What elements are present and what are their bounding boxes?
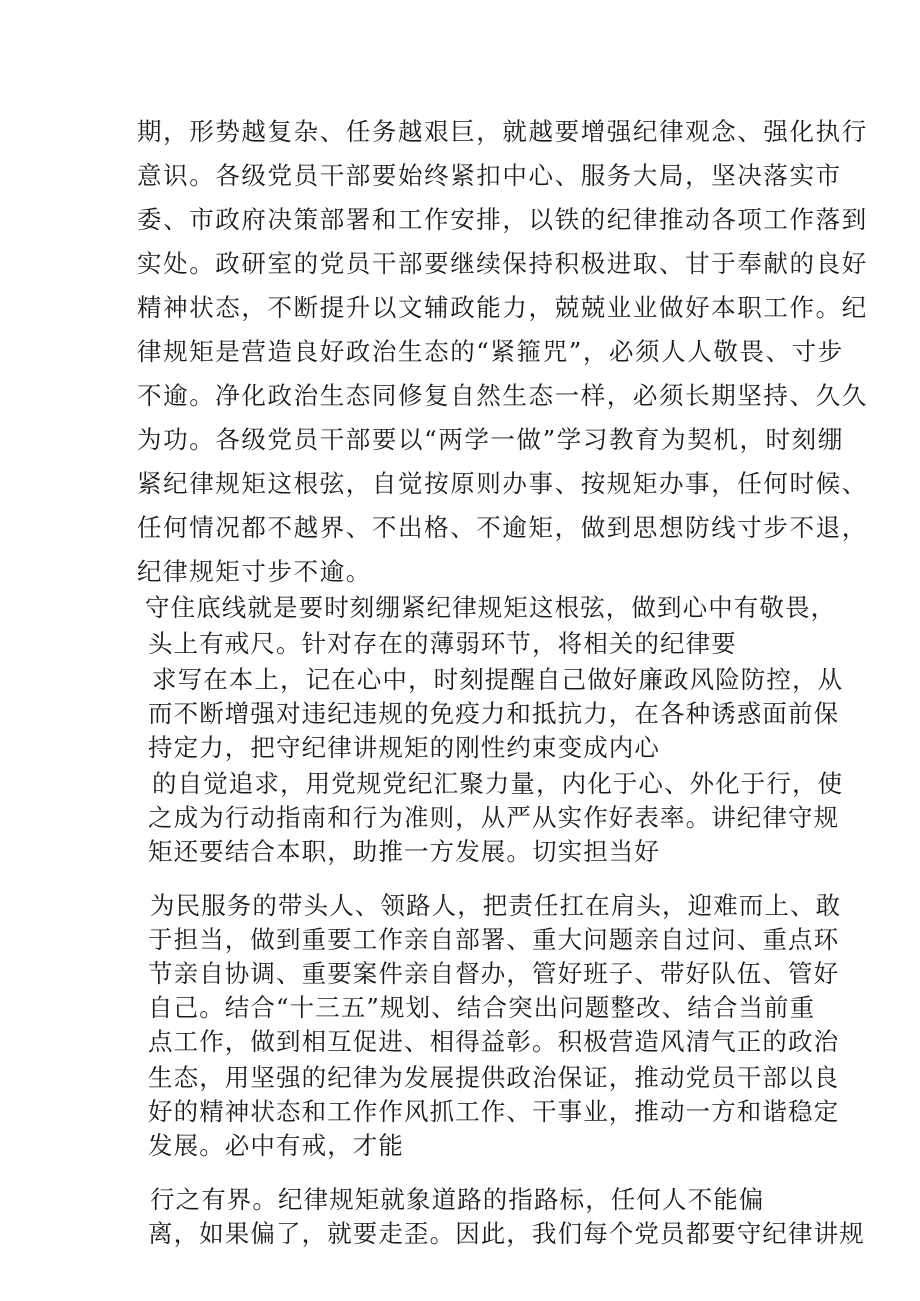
text-line: 节亲自协调、重要案件亲自督办，管好班子、带好队伍、管好 — [148, 959, 840, 988]
text-line: 矩还要结合本职，助推一方发展。切实担当好 — [148, 837, 660, 866]
text-line: 紧纪律规矩这根弦，自觉按原则办事、按规矩办事，任何时候、 — [137, 469, 868, 498]
text-line: 律规矩是营造良好政治生态的“紧箍咒”，必须人人敬畏、寸步 — [137, 337, 844, 366]
text-line: 实处。政研室的党员干部要继续保持积极进取、甘于奉献的良好 — [137, 249, 868, 278]
text-line: 守住底线就是要时刻绷紧纪律规矩这根弦，做到心中有敬畏， — [145, 593, 837, 622]
text-line: 的自觉追求，用党规党纪汇聚力量，内化于心、外化于行，使 — [152, 769, 844, 798]
text-line: 期，形势越复杂、任务越艰巨，就越要增强纪律观念、强化执行 — [137, 117, 868, 146]
text-line: 而不断增强对违纪违规的免疫力和抵抗力，在各种诱惑面前保 — [148, 699, 840, 728]
text-line: 任何情况都不越界、不出格、不逾矩，做到思想防线寸步不退， — [137, 513, 868, 542]
text-line: 委、市政府决策部署和工作安排，以铁的纪律推动各项工作落到 — [137, 205, 868, 234]
text-line: 行之有界。纪律规矩就象道路的指路标，任何人不能偏 — [150, 1185, 765, 1214]
text-line: 离，如果偏了，就要走歪。因此，我们每个党员都要守纪律讲规 — [148, 1219, 865, 1248]
text-line: 头上有戒尺。针对存在的薄弱环节，将相关的纪律要 — [148, 629, 737, 658]
text-line: 好的精神状态和工作作风抓工作、干事业，推动一方和谐稳定 — [148, 1097, 840, 1126]
text-line: 持定力，把守纪律讲规矩的刚性约束变成内心 — [148, 733, 660, 762]
text-line: 生态，用坚强的纪律为发展提供政治保证，推动党员干部以良 — [148, 1063, 840, 1092]
text-line: 为功。各级党员干部要以“两学一做”学习教育为契机，时刻绷 — [137, 425, 844, 454]
text-line: 精神状态，不断提升以文辅政能力，兢兢业业做好本职工作。纪 — [137, 293, 868, 322]
text-line: 自己。结合“十三五”规划、结合突出问题整改、结合当前重 — [148, 993, 816, 1022]
text-line: 点工作，做到相互促进、相得益彰。积极营造风清气正的政治 — [148, 1027, 840, 1056]
text-line: 之成为行动指南和行为准则，从严从实作好表率。讲纪律守规 — [148, 803, 840, 832]
text-line: 意识。各级党员干部要始终紧扣中心、服务大局，坚决落实市 — [137, 161, 842, 190]
text-line: 不逾。净化政治生态同修复自然生态一样，必须长期坚持、久久 — [137, 381, 868, 410]
text-line: 于担当，做到重要工作亲自部署、重大问题亲自过问、重点环 — [148, 925, 840, 954]
text-line: 纪律规矩寸步不逾。 — [137, 557, 372, 586]
text-line: 求写在本上，记在心中，时刻提醒自己做好廉政风险防控，从 — [152, 665, 844, 694]
text-line: 为民服务的带头人、领路人，把责任扛在肩头，迎难而上、敢 — [150, 891, 842, 920]
text-line: 发展。必中有戒，才能 — [148, 1131, 404, 1160]
